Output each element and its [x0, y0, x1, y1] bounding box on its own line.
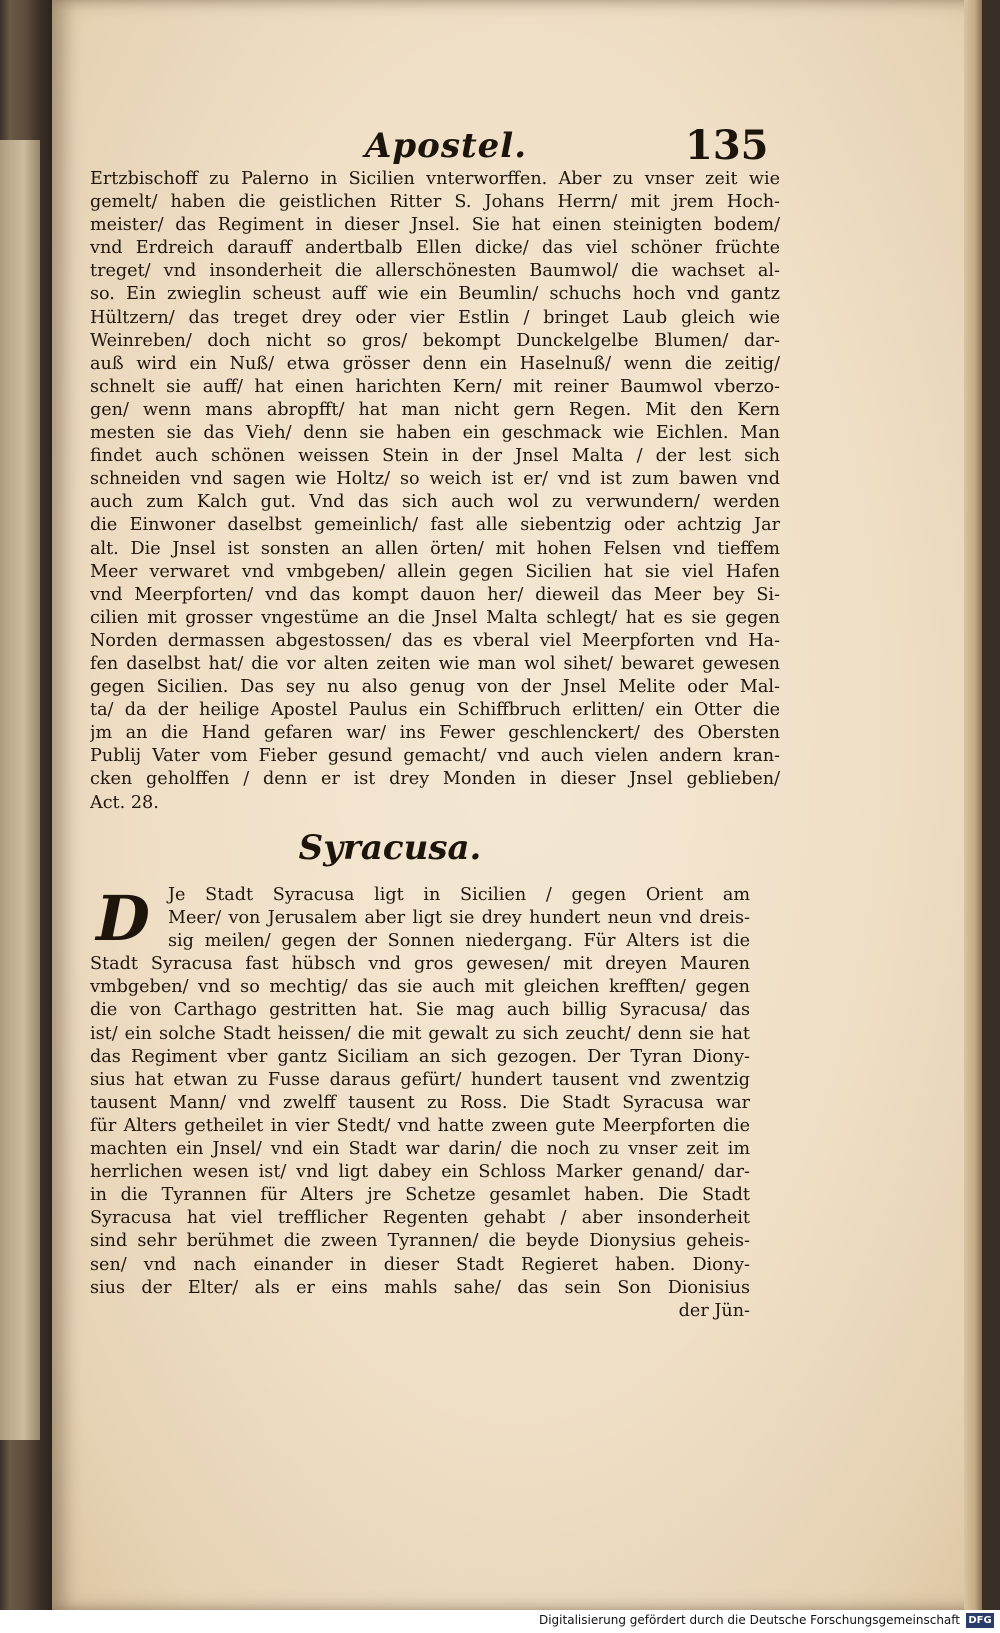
text-line: Meer verwaret vnd vmbgeben/ allein gegen Sicilien hat sie viel Hafen	[90, 561, 780, 582]
text-line: cilien mit grosser vngestüme an die Jnsel Malta schlegt/ hat es sie gegen	[90, 607, 780, 628]
text-line: alt. Die Jnsel ist sonsten an allen örten/ mit hohen Felsen vnd tieffem	[90, 538, 780, 559]
page-fore-edge	[964, 0, 982, 1610]
digitization-footer	[0, 1610, 1000, 1633]
text-line: schneiden vnd sagen wie Holtz/ so weich ist er/ vnd ist zum bawen vnd	[90, 469, 780, 490]
upper-text-block	[90, 168, 780, 815]
text-line: die Einwoner daselbst gemeinlich/ fast alle siebentzig oder achtzig Jar	[90, 515, 780, 536]
text-line: auß wird ein Nuß/ etwa grösser denn ein Haselnuß/ wenn die zeitig/	[90, 353, 780, 374]
text-line: Stadt Syracusa fast hübsch vnd gros gewesen/ mit dreyen Mauren	[90, 954, 750, 975]
text-line: sig meilen/ gegen der Sonnen niedergang. Für Alters ist die	[168, 931, 750, 952]
section-title: Syracusa.	[298, 828, 482, 868]
drop-cap-initial: D	[96, 882, 150, 955]
text-line: sen/ vnd nach einander in dieser Stadt Regieret haben. Diony-	[90, 1254, 750, 1275]
text-line: Weinreben/ doch nicht so gros/ bekompt Dunckelgelbe Blumen/ dar-	[90, 330, 780, 351]
text-line: findet auch schönen weissen Stein in der Jnsel Malta / der lest sich	[90, 446, 780, 467]
text-line: tausent Mann/ vnd zwelff tausent zu Ross. Die Stadt Syracusa war	[90, 1092, 750, 1113]
dfg-logo: DFG	[966, 1613, 994, 1628]
text-line: fen daselbst hat/ die vor alten zeiten wie man wol sihet/ bewaret gewesen	[90, 653, 780, 674]
text-line: cken geholffen / denn er ist drey Monden in dieser Jnsel geblieben/	[90, 769, 780, 790]
text-line: machten ein Jnsel/ vnd ein Stadt war darin/ die noch zu vnser zeit im	[90, 1139, 750, 1160]
facing-page-edge	[0, 140, 40, 1440]
text-line: auch zum Kalch gut. Vnd das sich auch wol zu verwundern/ werden	[90, 492, 780, 513]
text-line: das Regiment vber gantz Siciliam an sich gezogen. Der Tyran Diony-	[90, 1046, 750, 1067]
text-line: Meer/ von Jerusalem aber ligt sie drey hundert neun vnd dreis-	[168, 908, 750, 929]
text-line: Ertzbischoff zu Palerno in Sicilien vnterworffen. Aber zu vnser zeit wie	[90, 169, 780, 189]
footer-credit: Digitalisierung gefördert durch die Deutsche Forschungsgemeinschaft	[538, 1613, 960, 1627]
text-line: meister/ das Regiment in dieser Jnsel. Sie hat einen steinigten bodem/	[90, 215, 780, 236]
running-head: Apostel.	[365, 126, 528, 166]
text-line: für Alters getheilet in vier Stedt/ vnd hatte zween gute Meerpforten die	[90, 1115, 750, 1136]
text-line: Hültzern/ das treget drey oder vier Estlin / bringet Laub gleich wie	[90, 307, 780, 328]
text-line: in die Tyrannen für Alters jre Schetze gesamlet haben. Die Stadt	[90, 1185, 750, 1206]
text-line: sius hat etwan zu Fusse daraus gefürt/ hundert tausent vnd zwentzig	[90, 1069, 750, 1090]
text-line: ist/ ein solche Stadt heissen/ die mit gewalt zu sich zeucht/ denn sie hat	[90, 1023, 750, 1044]
text-line: vnd Meerpforten/ vnd das kompt dauon her/ dieweil das Meer bey Si-	[90, 584, 780, 605]
text-line: mesten sie das Vieh/ denn sie haben ein geschmack wie Eichlen. Man	[90, 423, 780, 444]
text-line: gegen Sicilien. Das sey nu also genug von der Jnsel Melite oder Mal-	[90, 677, 780, 698]
text-line: gen/ wenn mans abropfft/ hat man nicht gern Regen. Mit den Kern	[90, 399, 780, 420]
catchword: der Jün-	[678, 1300, 750, 1321]
text-line: Act. 28.	[90, 792, 159, 813]
text-line: vnd Erdreich darauff andertbalb Ellen dicke/ das viel schöner früchte	[90, 238, 780, 259]
text-line: schnelt sie auff/ hat einen harichten Kern/ mit reiner Baumwol vberzo-	[90, 376, 780, 397]
text-line: herrlichen wesen ist/ vnd ligt dabey ein Schloss Marker genand/ dar-	[90, 1162, 750, 1183]
text-line: jm an die Hand gefaren war/ ins Fewer geschlenckert/ des Obersten	[90, 723, 780, 744]
text-line: Syracusa hat viel trefflicher Regenten gehabt / aber insonderheit	[90, 1208, 750, 1229]
text-line: vmbgeben/ vnd so mechtig/ das sie auch mit gleichen krefften/ gegen	[90, 977, 750, 998]
text-line: sind sehr berühmet die zween Tyrannen/ die beyde Dionysius geheis-	[90, 1231, 750, 1252]
text-line: die von Carthago gestritten hat. Sie mag auch billig Syracusa/ das	[90, 1000, 750, 1021]
text-line: gemelt/ haben die geistlichen Ritter S. Johans Herrn/ mit jrem Hoch-	[90, 192, 780, 213]
text-line: so. Ein zwieglin scheust auff wie ein Beumlin/ schuchs hoch vnd gantz	[90, 284, 780, 305]
text-line: Norden dermassen abgestossen/ das es vberal viel Meerpforten vnd Ha-	[90, 630, 780, 651]
page-number: 135	[685, 122, 769, 169]
text-line: Publij Vater vom Fieber gesund gemacht/ vnd auch vielen andern kran-	[90, 746, 780, 767]
text-line: ta/ da der heilige Apostel Paulus ein Schiffbruch erlitten/ ein Otter die	[90, 700, 780, 721]
text-line: treget/ vnd insonderheit die allerschönesten Baumwol/ die wachset al-	[90, 261, 780, 282]
text-line: sius der Elter/ als er eins mahls sahe/ das sein Son Dionisius	[90, 1277, 750, 1298]
lower-text-block	[90, 884, 750, 1323]
text-line: Je Stadt Syracusa ligt in Sicilien / gegen Orient am	[168, 885, 750, 905]
